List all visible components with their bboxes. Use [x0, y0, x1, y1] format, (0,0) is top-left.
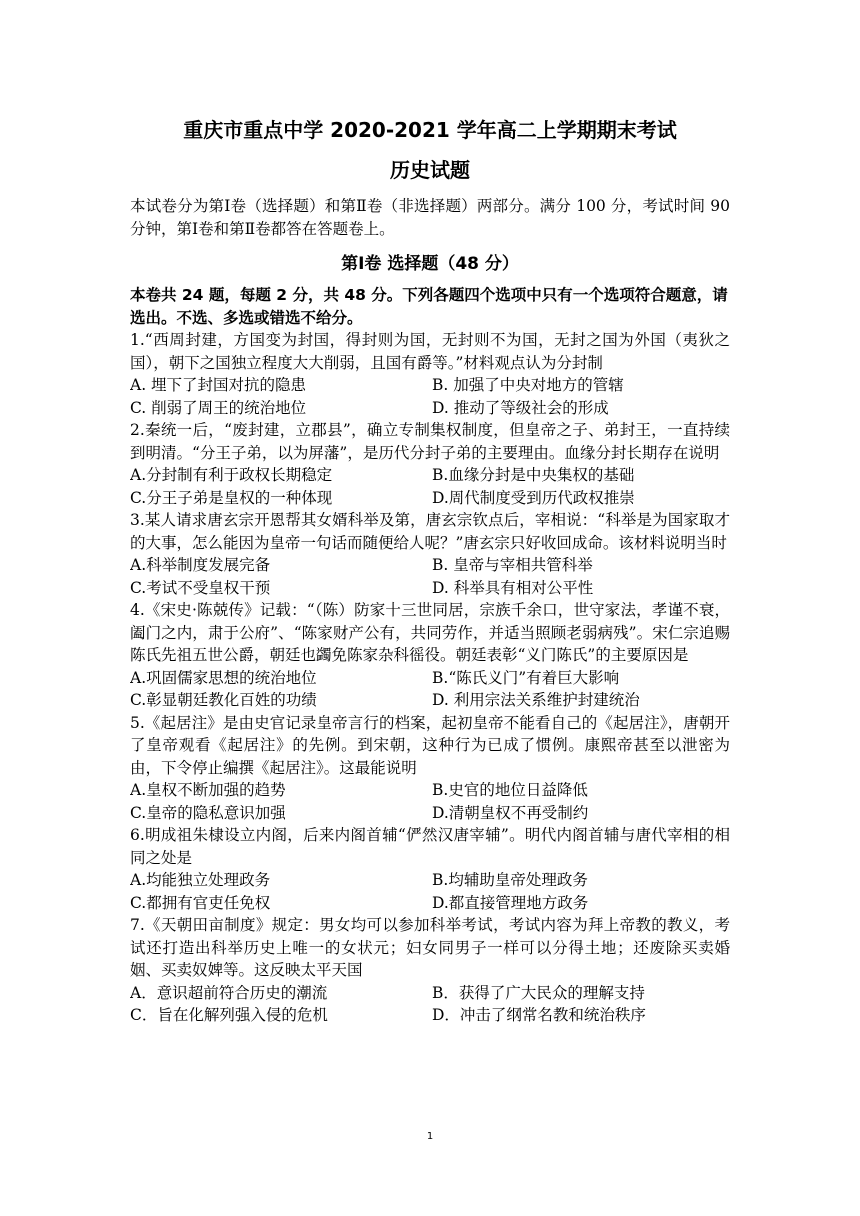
option-c: C.彰显朝廷教化百姓的功绩 [130, 691, 317, 709]
option-c: C.都拥有官吏任免权 [130, 893, 271, 912]
question-2 [130, 419, 730, 509]
option-b: B. 加强了中央对地方的管辖 [432, 376, 624, 394]
option-b: B.血缘分封是中央集权的基础 [432, 466, 635, 484]
option-c: C.皇帝的隐私意识加强 [130, 803, 286, 822]
option-b: B.史官的地位日益降低 [432, 781, 588, 799]
question-3 [130, 509, 730, 599]
option-d: D．冲击了纲常名教和统治秩序 [432, 1006, 646, 1024]
option-b: B.“陈氏义门”有着巨大影响 [432, 668, 620, 687]
option-a: A.分封制有利于政权长期稳定 [130, 466, 333, 484]
option-c: C.分王子弟是皇权的一种体现 [130, 488, 333, 507]
section-instruction: 本卷共 24 题，每题 2 分，共 48 分。下列各题四个选项中只有一个选项符合题意，请选出。不选、多选或错选不给分。 [130, 286, 728, 327]
option-d: D.都直接管理地方政务 [432, 893, 589, 912]
question-stem: 6.明成祖朱棣设立内阁，后来内阁首辅“俨然汉唐宰辅”。明代内阁首辅与唐代宰相的相同之处是 [130, 826, 730, 867]
page-number: 1 [426, 1131, 434, 1142]
exam-subtitle: 历史试题 [390, 158, 470, 182]
question-options [130, 554, 730, 599]
option-a: A.皇权不断加强的趋势 [130, 781, 286, 799]
option-d: D.清朝皇权不再受制约 [432, 803, 589, 822]
exam-title: 重庆市重点中学 2020-2021 学年高二上学期期末考试 [183, 118, 677, 142]
question-options [130, 779, 730, 824]
section-title: 第Ⅰ卷 选择题（48 分） [341, 254, 519, 274]
option-c: C. 削弱了周王的统治地位 [130, 398, 307, 417]
option-a: A. 埋下了封国对抗的隐患 [130, 376, 307, 394]
question-stem: 2.秦统一后，“废封建，立郡县”，确立专制集权制度，但皇帝之子、弟封王，一直持续到明清。“分王子弟，以为屏藩”，是历代分封子弟的主要理由。血缘分封长期存在说明 [130, 421, 730, 462]
question-5 [130, 712, 730, 825]
question-stem: 3.某人请求唐玄宗开恩帮其女婿科举及第，唐玄宗钦点后，宰相说：“科举是为国家取才的大事，怎么能因为皇帝一句话而随便给人呢？”唐玄宗只好收回成命。该材料说明当时 [130, 511, 730, 552]
question-1 [130, 329, 730, 419]
option-a: A．意识超前符合历史的潮流 [130, 983, 328, 1002]
question-stem: 1.“西周封建，方国变为封国，得封则为国，无封则不为国，无封之国为外国（夷狄之国），朝下之国独立程度大大削弱，且国有爵等。”材料观点认为分封制 [130, 331, 730, 372]
question-options [130, 982, 730, 1027]
option-b: B．获得了广大民众的理解支持 [432, 983, 645, 1002]
question-4 [130, 599, 730, 712]
question-stem: 7.《天朝田亩制度》规定：男女均可以参加科举考试，考试内容为拜上帝教的教义，考试还打造出科举历史上唯一的女状元；妇女同男子一样可以分得土地；还废除买卖婚姻、买卖奴婢等。这反映太平天国 [130, 916, 730, 979]
option-d: D.周代制度受到历代政权推崇 [432, 488, 635, 507]
option-c: C.考试不受皇权干预 [130, 578, 271, 597]
option-d: D. 推动了等级社会的形成 [432, 398, 609, 417]
option-a: A.科举制度发展完备 [130, 556, 271, 574]
question-options [130, 869, 730, 914]
question-stem: 4.《宋史·陈兢传》记载：“（陈）防家十三世同居，宗族千余口，世守家法，孝谨不衰，阖门之内，肃于公府”、“陈家财产公有，共同劳作，并适当照顾老弱病残”。宋仁宗追赐陈氏先祖五世公爵，朝廷也蠲免陈家杂科徭役。朝廷表彰“义门陈氏”的主要原因是 [130, 601, 730, 664]
option-a: A.均能独立处理政务 [130, 871, 271, 889]
option-d: D. 利用宗法关系维护封建统治 [432, 691, 640, 709]
option-b: B. 皇帝与宰相共管科举 [432, 556, 593, 574]
question-options [130, 667, 730, 712]
document-body [130, 113, 730, 1027]
option-b: B.均辅助皇帝处理政务 [432, 871, 588, 889]
question-stem: 5.《起居注》是由史官记录皇帝言行的档案，起初皇帝不能看自己的《起居注》，唐朝开了皇帝观看《起居注》的先例。到宋朝，这种行为已成了惯例。康熙帝甚至以泄密为由，下令停止编撰《起居注》。这最能说明 [130, 713, 730, 777]
question-options [130, 374, 730, 419]
question-options [130, 464, 730, 509]
question-list [130, 329, 730, 1027]
option-c: C．旨在化解列强入侵的危机 [130, 1006, 328, 1024]
question-7 [130, 914, 730, 1027]
exam-intro: 本试卷分为第Ⅰ卷（选择题）和第Ⅱ卷（非选择题）两部分。满分 100 分，考试时间 90 分钟，第Ⅰ卷和第Ⅱ卷都答在答题卷上。 [130, 197, 730, 238]
option-a: A.巩固儒家思想的统治地位 [130, 668, 317, 687]
option-d: D. 科举具有相对公平性 [432, 578, 594, 597]
question-6 [130, 824, 730, 914]
